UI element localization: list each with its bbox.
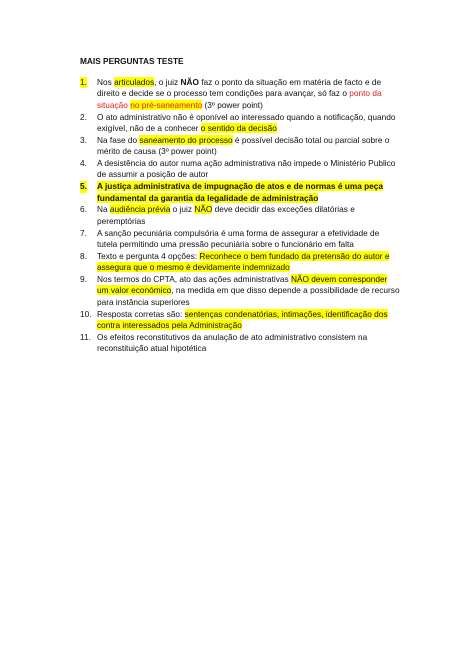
list-item-text: Nos termos do CPTA, ato das ações administrativas (97, 274, 291, 285)
highlighted-text: sentenças condenatórias, intimações, identificação dos contra interessados pela Administração (97, 308, 388, 331)
list-item-number: 1. (80, 77, 87, 87)
highlighted-text: articulados (114, 77, 155, 87)
list-item-number: 11. (80, 331, 91, 342)
highlighted-text: NÃO devem corresponder um valor económico (97, 274, 388, 296)
list-item-text: Os efeitos reconstitutivos da anulação de ato administrativo consistem na reconstituição atual hipotética (97, 331, 368, 354)
list-item (80, 309, 400, 332)
list-item (80, 332, 400, 355)
list-item-number: 3. (80, 134, 87, 145)
list-item-text: Texto e pergunta 4 opções: (97, 250, 200, 261)
list-item-number: 4. (80, 158, 87, 169)
list-item-text: A desistência do autor numa ação administrativa não impede o Ministério Publico de assumir a posição de autor (97, 158, 396, 180)
list-item-text: ponto da situação (97, 88, 382, 110)
list-item-text: o juiz (170, 204, 195, 215)
list-item (80, 77, 400, 111)
list-item (80, 158, 400, 181)
list-item-text: Resposta corretas são: (97, 308, 185, 319)
list-item-text: O ato administrativo não é oponível ao interessado quando a notificação, quando exigível, não de a conhecer (97, 111, 396, 134)
list-item-text: Nos (97, 77, 115, 87)
highlighted-text: saneamento do processo (139, 134, 233, 145)
list-item-number: 9. (80, 274, 87, 285)
highlighted-text: o sentido da decisão (200, 123, 277, 134)
list-item (80, 274, 400, 308)
list-item-text: , na medida em que disso depende a possibilidade de recurso para instância superiores (97, 285, 400, 307)
list-item-text: faz o ponto da situação em matéria de facto e de direito e decide se o processo tem condições para avançar, só faz o (97, 77, 382, 99)
list-item-number: 10. (80, 308, 92, 319)
list-item-number: 5. (80, 181, 87, 192)
list-item-number: 8. (80, 250, 87, 261)
list-item (80, 112, 400, 135)
page-title: MAIS PERGUNTAS TESTE (80, 56, 184, 66)
list-item-text: (3º power point) (202, 99, 263, 110)
list-item (80, 228, 400, 251)
list-item-text: A sanção pecuniária compulsória é uma forma de assegurar a efetividade de tutela permitindo uma pressão pecuniária sobre o funcionário em falta (97, 227, 380, 250)
list-item-text: Na (97, 204, 110, 215)
list-item (80, 204, 400, 227)
highlighted-text: audiência prévia (109, 204, 171, 215)
list-item (80, 135, 400, 158)
list-item-number: 6. (80, 204, 87, 215)
list-item-text: , o juiz (154, 77, 181, 87)
highlighted-text: A justiça administrativa de impugnação de atos e de normas é uma peça fundamental da garantia da legalidade de administração (97, 181, 384, 203)
list-item-text: NÃO (180, 77, 199, 87)
question-list (80, 77, 400, 355)
list-item-text: deve decidir das exceções dilatórias e peremptórias (97, 204, 355, 226)
highlighted-text: NÃO (194, 204, 213, 215)
list-item-text: é possível decisão total ou parcial sobre o mérito de causa (3º power point) (97, 134, 390, 157)
list-item-number: 7. (80, 227, 87, 238)
highlighted-text: Reconhece o bem fundado da pretensão do autor e assegura que o mesmo é devidamente indemnizado (97, 250, 390, 273)
highlighted-text: no pré-saneamento (130, 99, 203, 110)
list-item-number: 2. (80, 111, 87, 122)
list-item (80, 181, 400, 204)
list-item-text: Na fase do (97, 134, 140, 145)
list-item (80, 251, 400, 274)
